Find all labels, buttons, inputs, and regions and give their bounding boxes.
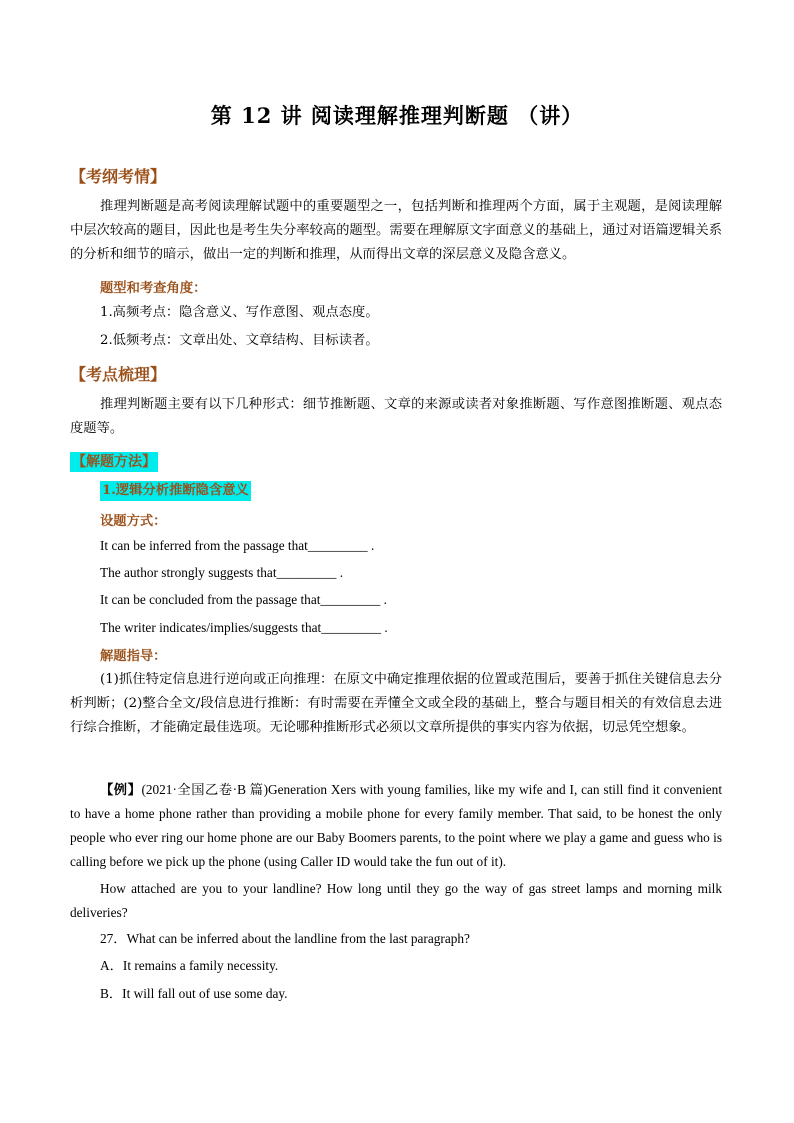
- example-question: 27．What can be inferred about the landline from the last paragraph?: [100, 931, 470, 946]
- guide-title: 解题指导：: [100, 649, 167, 664]
- example-label: 【例】: [100, 782, 142, 797]
- heading-kaodian: 【考点梳理】: [70, 365, 167, 384]
- option-a: A．It remains a family necessity.: [100, 958, 279, 973]
- example-passage-2: How attached are you to your landline? How long until they go the way of gas street lamps and morning milk deliveries?: [70, 881, 722, 920]
- example-source: (2021·全国乙卷·B 篇): [141, 782, 269, 797]
- low-frequency-point: 2.低频考点：文章出处、文章结构、目标读者。: [100, 333, 379, 348]
- question-pattern-4: The writer indicates/implies/suggests that_________ .: [100, 620, 388, 635]
- question-pattern-2: The author strongly suggests that_________ .: [100, 565, 344, 580]
- heading-method: 【解题方法】: [72, 454, 156, 470]
- method-subheading: 1.逻辑分析推断隐含意义: [100, 481, 251, 501]
- example-passage-1: [70, 778, 722, 874]
- option-b: B．It will fall out of use some day.: [100, 986, 288, 1001]
- question-pattern-3: It can be concluded from the passage that_________ .: [100, 592, 387, 607]
- set-question-title: 设题方式：: [100, 514, 167, 529]
- page-title: 第 12 讲 阅读理解推理判断题 （讲）: [210, 103, 584, 128]
- heading-kaogang: 【考纲考情】: [70, 167, 167, 186]
- example-text: Generation Xers with young families, like my wife and I, can still find it convenient to have a home phone rather than providing a mobile phone for every family member. That said, to be honest the only people who ever ring our home phone are our Baby Boomers parents, to the point where we play a game and guess who is calling before we pick up the phone (using Caller ID would take the fun out of it).: [70, 782, 723, 869]
- guide-paragraph: (1)抓住特定信息进行逆向或正向推理：在原文中确定推理依据的位置或范围后，要善于抓住关键信息去分析判断；(2)整合全文/段信息进行推断：有时需要在弄懂全文或全段的基础上，整合与题目相关的有效信息去进行综合推断，才能确定最佳选项。无论哪种推断形式必须以文章所提供的事实内容为依据，切忌凭空想象。: [70, 672, 722, 735]
- high-frequency-point: 1.高频考点：隐含意义、写作意图、观点态度。: [100, 305, 379, 320]
- question-pattern-1: It can be inferred from the passage that_________ .: [100, 538, 375, 553]
- kaodian-paragraph: 推理判断题主要有以下几种形式：细节推断题、文章的来源或读者对象推断题、写作意图推断题、观点态度题等。: [70, 397, 722, 436]
- angle-title: 题型和考查角度：: [100, 281, 207, 296]
- kaogang-paragraph: 推理判断题是高考阅读理解试题中的重要题型之一，包括判断和推理两个方面，属于主观题，是阅读理解中层次较高的题目，因此也是考生失分率较高的题型。需要在理解原文字面意义的基础上，通过对语篇逻辑关系的分析和细节的暗示，做出一定的判断和推理，从而得出文章的深层意义及隐含意义。: [70, 199, 722, 262]
